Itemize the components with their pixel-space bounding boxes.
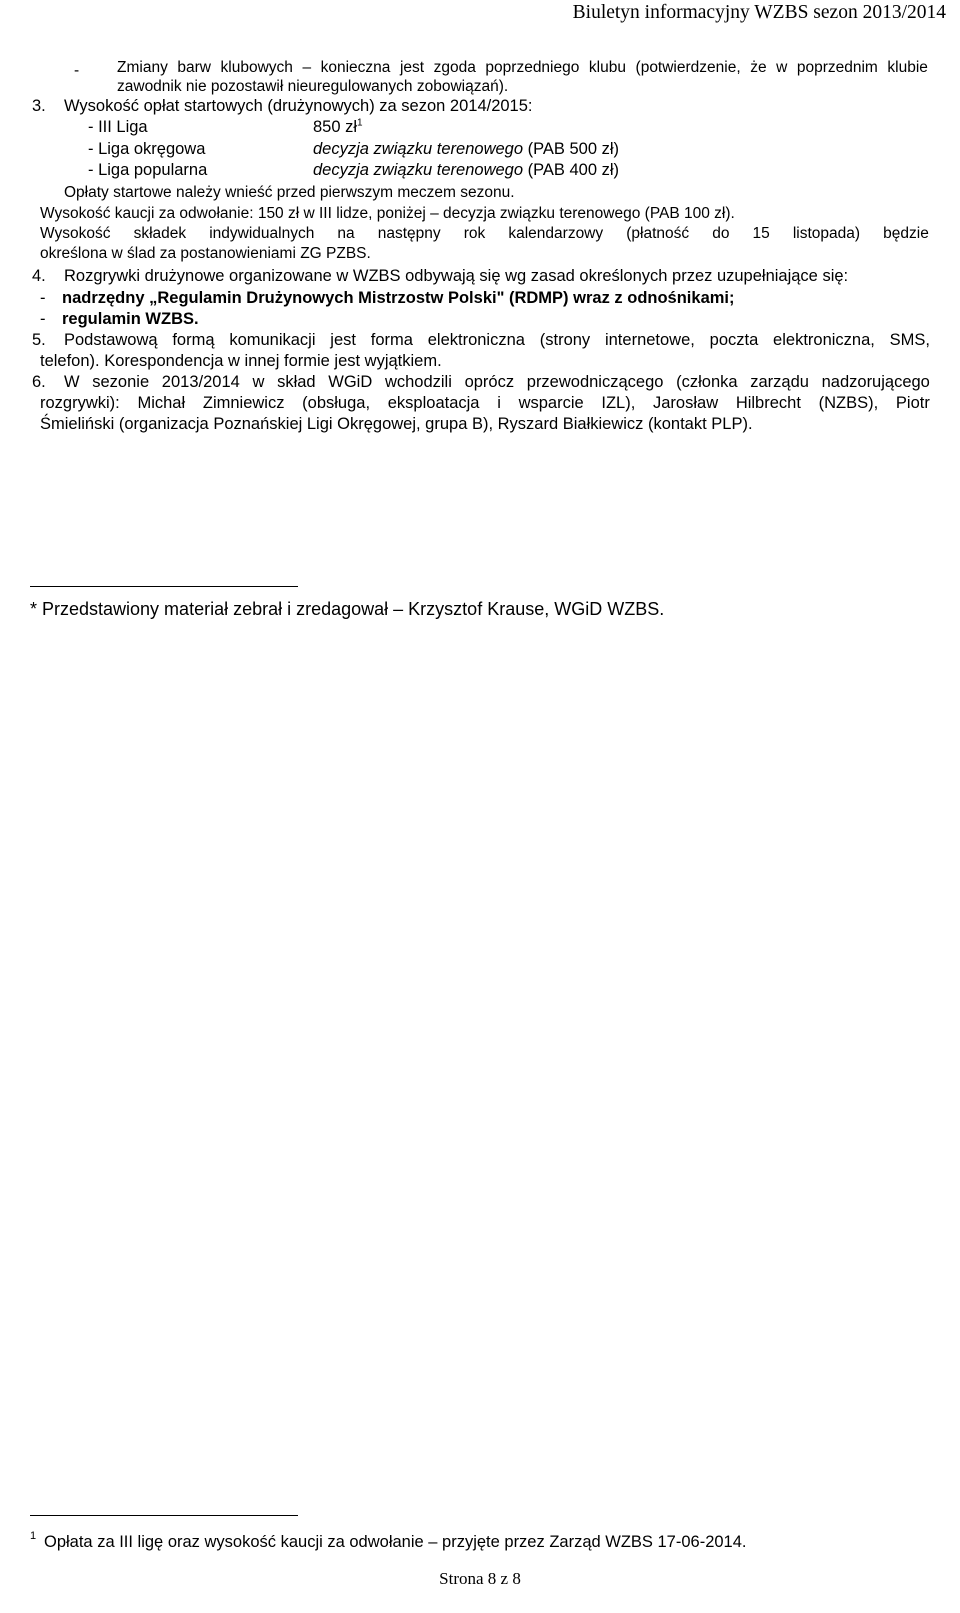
footnote-text: Opłata za III ligę oraz wysokość kaucji za odwołanie – przyjęte przez Zarząd WZBS 17-06-2014. bbox=[44, 1533, 747, 1551]
word: Zimniewicz bbox=[202, 394, 285, 412]
word: (NZBS), bbox=[818, 394, 879, 412]
word: wchodzili bbox=[384, 373, 452, 391]
word: Jarosław bbox=[653, 394, 719, 412]
footnote-separator bbox=[30, 1515, 298, 1516]
word: Zmiany bbox=[117, 59, 168, 76]
page-number: Strona 8 z 8 bbox=[439, 1569, 521, 1588]
word: formą bbox=[172, 331, 215, 349]
word: 15 bbox=[752, 225, 770, 242]
word: – bbox=[302, 59, 312, 76]
item6-line2 bbox=[40, 394, 930, 413]
word: Wysokość bbox=[40, 225, 111, 242]
word: 2013/2014 bbox=[161, 373, 240, 391]
word: Piotr bbox=[895, 394, 930, 412]
word: listopada) bbox=[792, 225, 861, 242]
word: kalendarzowy bbox=[508, 225, 604, 242]
word: w bbox=[252, 373, 265, 391]
word: Michał bbox=[137, 394, 186, 412]
word: (płatność bbox=[626, 225, 690, 242]
league-name: - III Liga bbox=[88, 118, 148, 136]
item-intro-line2: zawodnik nie pozostawił nieuregulowanych zobowiązań). bbox=[117, 78, 509, 95]
word: rozgrywki): bbox=[40, 394, 120, 412]
fee-note: (PAB 400 zł) bbox=[523, 161, 620, 179]
item6-line3: Śmieliński (organizacja Poznańskiej Ligi Okręgowej, grupa B), Ryszard Białkiewicz (kontakt PLP). bbox=[40, 415, 753, 433]
word: (strony bbox=[539, 331, 591, 349]
word: Hilbrecht bbox=[735, 394, 801, 412]
rdmp-reference: nadrzędny „Regulamin Drużynowych Mistrzostw Polski" (RDMP) wraz z odnośnikami; bbox=[62, 289, 735, 307]
word: elektroniczna bbox=[427, 331, 525, 349]
word: sezonie bbox=[92, 373, 150, 391]
word: następny bbox=[377, 225, 441, 242]
league-fee bbox=[313, 161, 619, 180]
footnote-ref: 1 bbox=[357, 117, 363, 129]
word: indywidualnych bbox=[209, 225, 315, 242]
word: oprócz bbox=[464, 373, 515, 391]
deposit-text: Wysokość kaucji za odwołanie: 150 zł w III lidze, poniżej – decyzja związku terenowego (PAB 100 zł). bbox=[40, 205, 735, 222]
word: klubie bbox=[887, 59, 928, 76]
item5-line2: telefon). Korespondencja w innej formie jest wyjątkiem. bbox=[40, 352, 442, 370]
word: skład bbox=[277, 373, 316, 391]
word: jest bbox=[399, 59, 425, 76]
contrib-line2: określona w ślad za postanowieniami ZG PZBS. bbox=[40, 245, 371, 262]
word: wsparcie bbox=[518, 394, 584, 412]
word: (potwierdzenie, bbox=[635, 59, 741, 76]
word: klubu bbox=[588, 59, 626, 76]
word: (członka bbox=[676, 373, 738, 391]
word: nadzorującego bbox=[821, 373, 930, 391]
word: poczta bbox=[709, 331, 759, 349]
word: SMS, bbox=[889, 331, 930, 349]
league-name: - Liga popularna bbox=[88, 161, 208, 179]
item-number: 6. bbox=[32, 373, 46, 391]
word: W bbox=[64, 373, 80, 391]
sub-dash: - bbox=[40, 310, 46, 328]
word: komunikacji bbox=[229, 331, 316, 349]
word: na bbox=[337, 225, 355, 242]
league-fee bbox=[313, 118, 363, 137]
page-header-title: Biuletyn informacyjny WZBS sezon 2013/2014 bbox=[572, 2, 946, 23]
item-number: 3. bbox=[32, 97, 46, 115]
word: zgoda bbox=[433, 59, 476, 76]
word: Podstawową bbox=[64, 331, 158, 349]
word: elektroniczna, bbox=[773, 331, 875, 349]
word: będzie bbox=[883, 225, 929, 242]
fee-value: decyzja związku terenowego bbox=[313, 140, 524, 158]
word: poprzednim bbox=[796, 59, 878, 76]
item-number: 4. bbox=[32, 267, 46, 285]
word: przewodniczącego bbox=[526, 373, 664, 391]
word: w bbox=[776, 59, 788, 76]
footnote-mark: 1 bbox=[30, 1530, 37, 1542]
word: klubowych bbox=[220, 59, 293, 76]
item4-text: Rozgrywki drużynowe organizowane w WZBS odbywają się wg zasad określonych przez uzupełniające się: bbox=[64, 267, 849, 285]
contrib-line1 bbox=[40, 225, 929, 243]
word: WGiD bbox=[328, 373, 373, 391]
word: składek bbox=[133, 225, 187, 242]
word: (obsługa, bbox=[302, 394, 371, 412]
word: internetowe, bbox=[604, 331, 695, 349]
word: IZL), bbox=[601, 394, 636, 412]
item3-title: Wysokość opłat startowych (drużynowych) za sezon 2014/2015: bbox=[64, 97, 533, 115]
word: jest bbox=[330, 331, 356, 349]
wzbs-regulation: regulamin WZBS. bbox=[62, 310, 199, 328]
word: barw bbox=[177, 59, 211, 76]
item-intro-line1 bbox=[117, 59, 928, 77]
sub-dash: - bbox=[40, 289, 46, 307]
word: i bbox=[497, 394, 501, 412]
word: rok bbox=[463, 225, 486, 242]
credit-separator bbox=[30, 586, 298, 587]
league-name: - Liga okręgowa bbox=[88, 140, 206, 158]
fees-note: Opłaty startowe należy wnieść przed pierwszym meczem sezonu. bbox=[64, 184, 515, 201]
word: eksploatacja bbox=[387, 394, 480, 412]
item6-line1 bbox=[64, 373, 930, 392]
item-number: 5. bbox=[32, 331, 46, 349]
item5-line1 bbox=[64, 331, 930, 350]
word: do bbox=[712, 225, 730, 242]
fee-note: (PAB 500 zł) bbox=[523, 140, 620, 158]
credit-line: * Przedstawiony materiał zebrał i zredagował – Krzysztof Krause, WGiD WZBS. bbox=[30, 599, 665, 619]
fee-value: decyzja związku terenowego bbox=[313, 161, 524, 179]
league-fee bbox=[313, 140, 619, 159]
word: że bbox=[750, 59, 767, 76]
word: konieczna bbox=[320, 59, 391, 76]
word: forma bbox=[370, 331, 413, 349]
item-dash: - bbox=[74, 62, 80, 79]
word: poprzedniego bbox=[485, 59, 580, 76]
word: zarządu bbox=[750, 373, 809, 391]
fee-value: 850 zł bbox=[313, 118, 358, 136]
